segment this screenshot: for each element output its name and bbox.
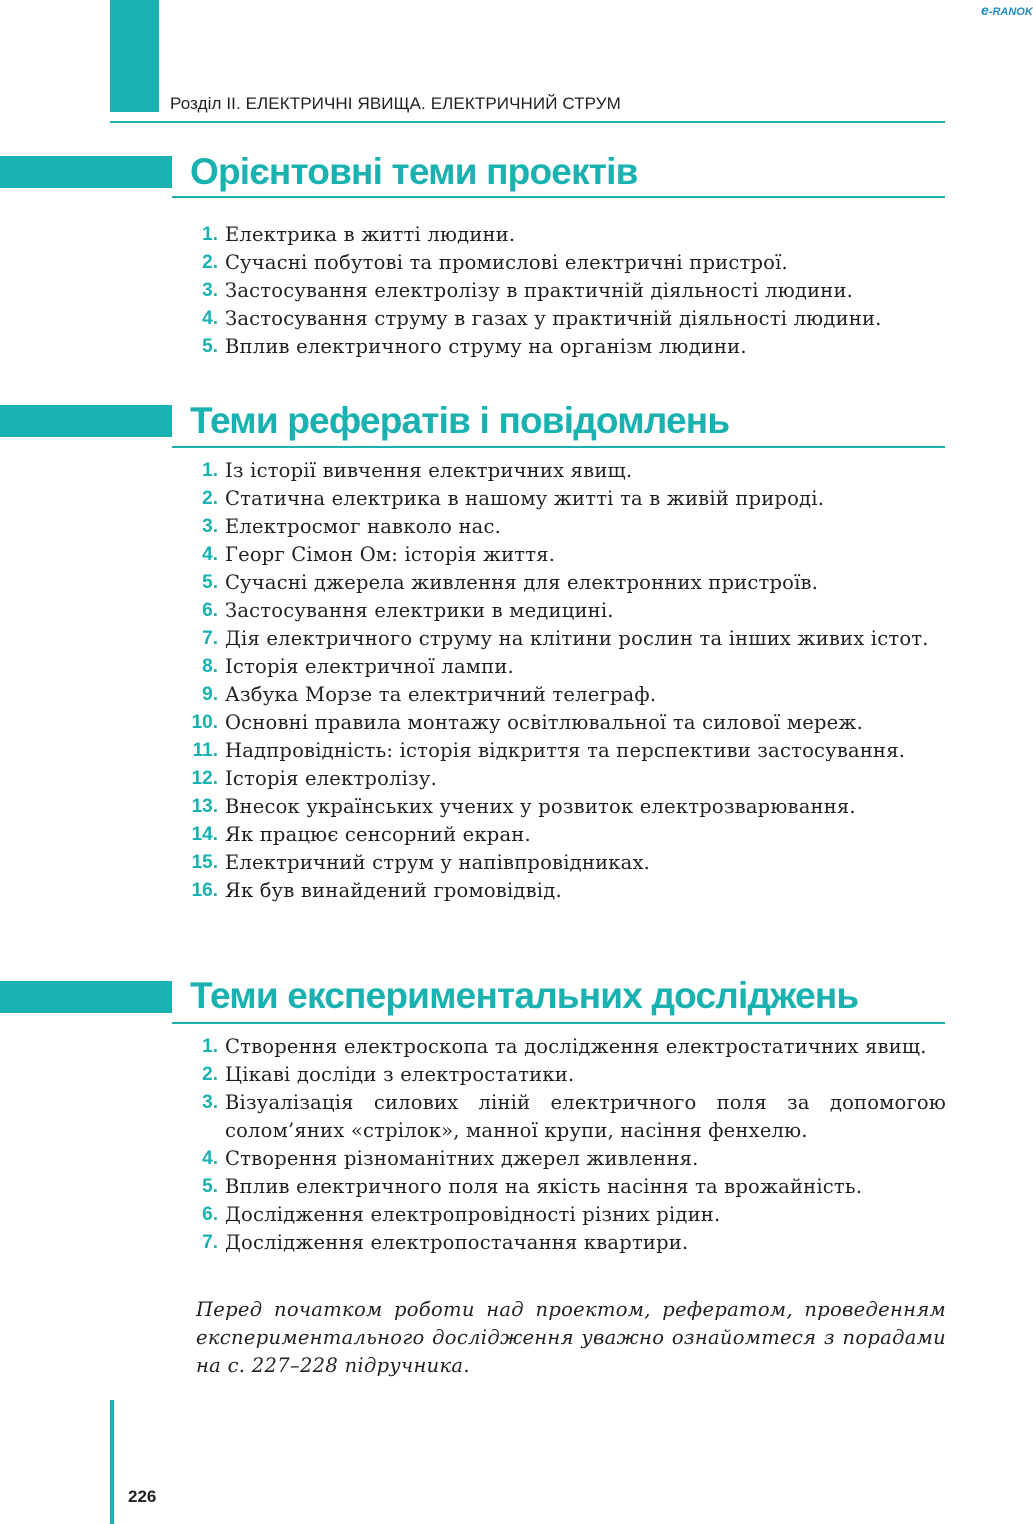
item-text: Електрика в житті людини.	[225, 223, 516, 246]
section-accent-bar	[0, 405, 172, 437]
item-text: Історія електричної лампи.	[225, 655, 514, 678]
list-item	[180, 1033, 946, 1061]
item-text: Внесок українських учених у розвиток електрозварювання.	[225, 795, 856, 818]
item-text: Електричний струм у напівпровідниках.	[225, 851, 651, 874]
item-number: 15.	[191, 852, 218, 873]
reports-list	[180, 457, 946, 905]
list-item	[180, 793, 946, 821]
item-number: 4.	[202, 308, 218, 329]
item-text: Вплив електричного поля на якість насіння та врожайність.	[225, 1175, 863, 1198]
list-item	[180, 485, 946, 513]
page-number: 226	[128, 1487, 157, 1506]
list-item	[180, 305, 946, 333]
item-text: Дія електричного струму на клітини рослин та інших живих істот.	[225, 627, 929, 650]
item-number: 7.	[202, 1232, 218, 1253]
item-number: 11.	[192, 740, 218, 761]
item-text: Азбука Морзе та електричний телеграф.	[225, 683, 657, 706]
list-item	[180, 249, 946, 277]
logo-text: -RANOK	[988, 6, 1033, 18]
item-number: 5.	[202, 1176, 218, 1197]
experiments-list	[180, 1033, 946, 1257]
footer-accent-bar	[110, 1400, 114, 1524]
item-number: 3.	[202, 280, 218, 301]
item-number: 9.	[202, 684, 218, 705]
item-text: Статична електрика в нашому житті та в живій природі.	[225, 487, 825, 510]
item-text: Як працює сенсорний екран.	[225, 823, 531, 846]
item-number: 2.	[202, 488, 218, 509]
section-rule	[172, 196, 945, 198]
list-item	[180, 849, 946, 877]
item-text: Георг Сімон Ом: історія життя.	[225, 543, 556, 566]
item-number: 1.	[202, 1036, 218, 1057]
item-text: Надпровідність: історія відкриття та перспективи застосування.	[225, 739, 906, 762]
item-text: Сучасні побутові та промислові електричні пристрої.	[225, 251, 788, 274]
item-number: 1.	[202, 224, 218, 245]
item-number: 4.	[202, 544, 218, 565]
list-item	[180, 877, 946, 905]
list-item	[180, 1145, 946, 1173]
item-text: Візуалізація силових ліній електричного поля за допомогою солом’яних «стрілок», манної крупи, насіння фенхелю.	[225, 1091, 946, 1142]
item-number: 4.	[202, 1148, 218, 1169]
advice-note: Перед початком роботи над проектом, рефератом, проведенням експериментального дослідження уважно ознайомтеся з порадами на с. 227–228 підручника.	[196, 1298, 946, 1377]
list-item	[180, 765, 946, 793]
item-text: Електросмог навколо нас.	[225, 515, 502, 538]
list-item	[180, 681, 946, 709]
item-number: 2.	[202, 1064, 218, 1085]
publisher-logo	[981, 2, 1033, 18]
list-item	[180, 1229, 946, 1257]
list-item	[180, 709, 946, 737]
item-number: 8.	[202, 656, 218, 677]
list-item	[180, 625, 946, 653]
item-text: Дослідження електропостачання квартири.	[225, 1231, 689, 1254]
list-item	[180, 653, 946, 681]
item-number: 13.	[191, 796, 218, 817]
list-item	[180, 1173, 946, 1201]
section-accent-bar	[0, 981, 172, 1013]
item-text: Із історії вивчення електричних явищ.	[225, 459, 633, 482]
list-item	[180, 541, 946, 569]
list-item	[180, 513, 946, 541]
item-number: 6.	[202, 1204, 218, 1225]
list-item	[180, 1061, 946, 1089]
item-text: Застосування електролізу в практичній діяльності людини.	[225, 279, 854, 302]
item-number: 16.	[191, 880, 218, 901]
item-text: Застосування струму в газах у практичній діяльності людини.	[225, 307, 882, 330]
item-text: Основні правила монтажу освітлювальної та силової мереж.	[225, 711, 863, 734]
item-number: 7.	[202, 628, 218, 649]
section-rule	[172, 1022, 945, 1024]
running-head: Розділ II. ЕЛЕКТРИЧНІ ЯВИЩА. ЕЛЕКТРИЧНИЙ СТРУМ	[170, 94, 621, 113]
projects-list	[180, 221, 946, 361]
item-number: 2.	[202, 252, 218, 273]
list-item	[180, 221, 946, 249]
item-text: Історія електролізу.	[225, 767, 437, 790]
header-accent-tab	[110, 0, 159, 112]
list-item	[180, 597, 946, 625]
list-item	[180, 737, 946, 765]
item-number: 3.	[202, 516, 218, 537]
list-item	[180, 457, 946, 485]
item-number: 10.	[191, 712, 218, 733]
item-number: 5.	[202, 572, 218, 593]
list-item	[180, 1201, 946, 1229]
item-text: Вплив електричного струму на організм людини.	[225, 335, 747, 358]
item-text: Створення різноманітних джерел живлення.	[225, 1147, 699, 1170]
logo-e-icon: e	[981, 2, 989, 18]
item-text: Цікаві досліди з електростатики.	[225, 1063, 575, 1086]
list-item	[180, 1089, 946, 1145]
item-text: Застосування електрики в медицині.	[225, 599, 614, 622]
item-number: 12.	[191, 768, 218, 789]
item-number: 5.	[202, 336, 218, 357]
section-title-experiments: Теми експериментальних досліджень	[190, 975, 859, 1016]
section-accent-bar	[0, 156, 172, 188]
header-rule	[110, 121, 945, 123]
list-item	[180, 333, 946, 361]
section-title-reports: Теми рефератів і повідомлень	[190, 400, 730, 441]
item-number: 1.	[202, 460, 218, 481]
list-item	[180, 821, 946, 849]
item-number: 3.	[202, 1092, 218, 1113]
item-text: Створення електроскопа та дослідження електростатичних явищ.	[225, 1035, 927, 1058]
item-text: Як був винайдений громовідвід.	[225, 879, 562, 902]
list-item	[180, 277, 946, 305]
section-rule	[172, 446, 945, 448]
section-title-projects: Орієнтовні теми проектів	[190, 151, 638, 192]
item-text: Сучасні джерела живлення для електронних пристроїв.	[225, 571, 819, 594]
item-number: 14.	[191, 824, 218, 845]
item-text: Дослідження електропровідності різних рідин.	[225, 1203, 721, 1226]
item-number: 6.	[202, 600, 218, 621]
list-item	[180, 569, 946, 597]
